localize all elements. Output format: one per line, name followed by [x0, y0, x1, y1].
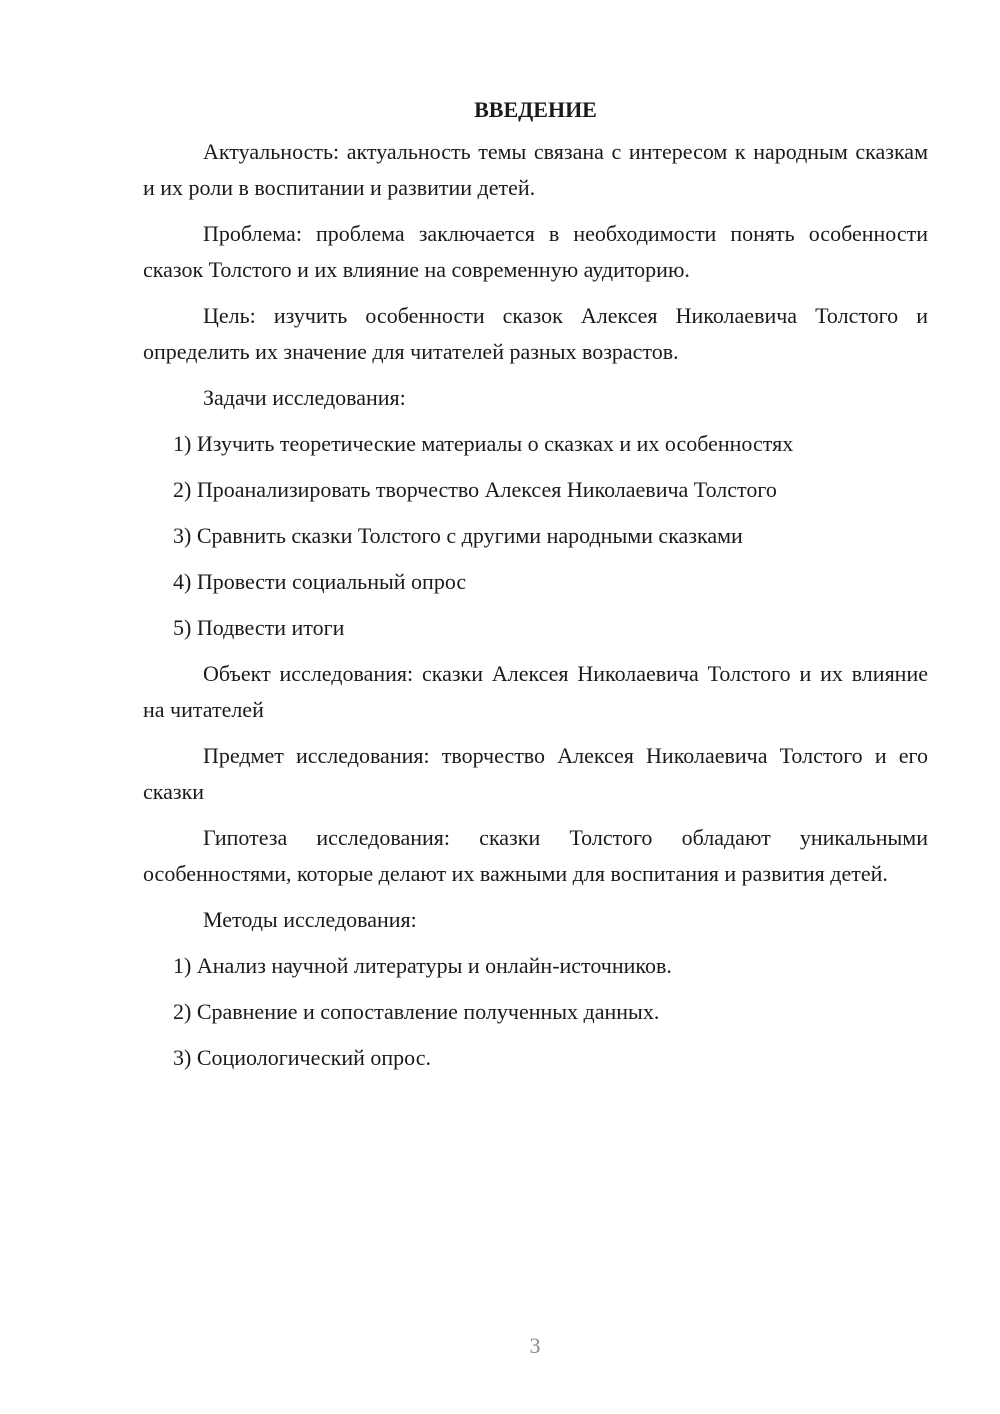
object-paragraph: Объект исследования: сказки Алексея Николаевича Толстого и их влияние на читателей	[143, 661, 928, 722]
task-item: 2) Проанализировать творчество Алексея Николаевича Толстого	[173, 477, 777, 502]
relevance-paragraph: Актуальность: актуальность темы связана с интересом к народным сказкам и их роли в воспитании и развитии детей.	[143, 139, 928, 200]
section-title: ВВЕДЕНИЕ	[474, 97, 597, 122]
task-item: 1) Изучить теоретические материалы о сказках и их особенностях	[173, 431, 794, 456]
method-item: 1) Анализ научной литературы и онлайн-источников.	[173, 953, 672, 978]
page-number: 3	[529, 1333, 541, 1358]
tasks-list	[143, 426, 928, 646]
hypothesis-paragraph: Гипотеза исследования: сказки Толстого обладают уникальными особенностями, которые делают их важными для воспитания и развития детей.	[143, 825, 928, 886]
method-item: 3) Социологический опрос.	[173, 1045, 431, 1070]
task-item: 5) Подвести итоги	[173, 615, 345, 640]
document-page	[143, 92, 928, 1086]
methods-heading: Методы исследования:	[203, 907, 417, 932]
task-item: 4) Провести социальный опрос	[173, 569, 467, 594]
method-item: 2) Сравнение и сопоставление полученных данных.	[173, 999, 660, 1024]
subject-paragraph: Предмет исследования: творчество Алексея Николаевича Толстого и его сказки	[143, 743, 928, 804]
methods-list	[143, 948, 928, 1076]
goal-paragraph: Цель: изучить особенности сказок Алексея Николаевича Толстого и определить их значение для читателей разных возрастов.	[143, 303, 928, 364]
task-item: 3) Сравнить сказки Толстого с другими народными сказками	[173, 523, 743, 548]
problem-paragraph: Проблема: проблема заключается в необходимости понять особенности сказок Толстого и их влияние на современную аудиторию.	[143, 221, 928, 282]
tasks-heading: Задачи исследования:	[203, 385, 406, 410]
